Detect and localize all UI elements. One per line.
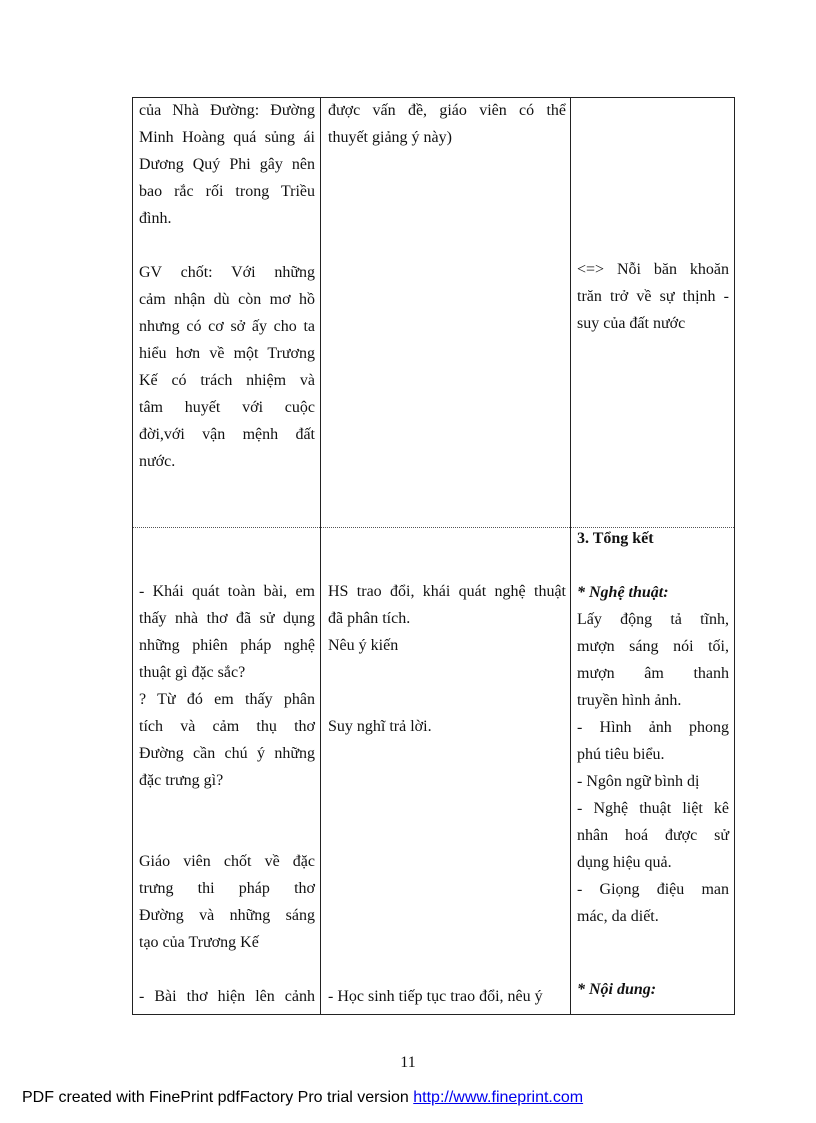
row1-col1-top-text <box>139 97 315 232</box>
text-line: Kế có trách nhiệm và <box>139 372 315 389</box>
row1-teacher-cell <box>139 97 315 475</box>
text-line: nước. <box>139 453 176 470</box>
text-line: HS trao đổi, khái quát nghệ thuật <box>328 583 566 600</box>
text-line: - Bài thơ hiện lên cảnh <box>139 988 315 1005</box>
text-line: tích và cảm thụ thơ <box>139 718 315 735</box>
text-line: truyền hình ảnh. <box>577 692 682 709</box>
text-line: nhân hoá được sử <box>577 827 729 844</box>
text-line: - Giọng điệu man <box>577 881 729 898</box>
footer-text: PDF created with FinePrint pdfFactory Pro trial version <box>22 1089 414 1106</box>
text-line: trăn trở về sự thịnh - <box>577 288 729 305</box>
text-line: được vấn đề, giáo viên có thể <box>328 102 566 119</box>
text-line: Giáo viên chốt về đặc <box>139 853 315 870</box>
text-line: thấy nhà thơ đã sử dụng <box>139 610 315 627</box>
row2-content-cell <box>577 525 729 1003</box>
text-line: - Học sinh tiếp tục trao đổi, nêu ý <box>328 988 543 1005</box>
section-heading: 3. Tổng kết <box>577 530 654 547</box>
content-heading: * Nội dung: <box>577 981 657 998</box>
text-line: Suy nghĩ trả lời. <box>328 718 432 735</box>
row1-student-cell <box>328 97 566 151</box>
text-line: đã phân tích. <box>328 610 411 627</box>
lesson-table <box>132 97 735 1015</box>
text-line: Nêu ý kiến <box>328 637 399 654</box>
text-line: Đường và những sáng <box>139 907 315 924</box>
text-line: - Khái quát toàn bài, em <box>139 583 315 600</box>
text-line: dụng hiệu quả. <box>577 854 672 871</box>
footer-link[interactable]: http://www.fineprint.com <box>413 1089 584 1106</box>
column-divider <box>320 98 321 1014</box>
text-line: của Nhà Đường: Đường <box>139 102 315 119</box>
text-line: - Hình ảnh phong <box>577 719 729 736</box>
page-number: 11 <box>400 1054 416 1071</box>
text-line: <=> Nỗi băn khoăn <box>577 261 729 278</box>
text-line: Đường cần chú ý những <box>139 745 315 762</box>
row1-content-cell <box>577 256 729 337</box>
art-heading: * Nghệ thuật: <box>577 584 669 601</box>
text-line: đặc trưng gì? <box>139 772 224 789</box>
row2-col1-conclusion <box>139 848 315 956</box>
text-line: - Ngôn ngữ bình dị <box>577 773 700 790</box>
text-line: suy của đất nước <box>577 315 686 332</box>
text-line: đình. <box>139 210 172 227</box>
text-line: - Nghệ thuật liệt kê <box>577 800 729 817</box>
text-line: trưng thi pháp thơ <box>139 880 315 897</box>
text-line: Dương Quý Phi gây nên <box>139 156 315 173</box>
text-line: thuyết giảng ý này) <box>328 129 452 146</box>
text-line: nhưng có cơ sở ấy cho ta <box>139 318 315 335</box>
text-line: bao rắc rối trong Triều <box>139 183 315 200</box>
text-line: tạo của Trương Kế <box>139 934 259 951</box>
column-divider <box>570 98 571 1014</box>
row2-student-cell <box>328 578 566 1005</box>
text-line: thuật gì đặc sắc? <box>139 664 246 681</box>
text-line: tâm huyết với cuộc <box>139 399 315 416</box>
text-line: cảm nhận dù còn mơ hồ <box>139 291 315 308</box>
row2-col1-questions <box>139 578 315 794</box>
text-line: Lấy động tả tĩnh, <box>577 611 729 628</box>
row1-col1-bottom-text <box>139 259 315 475</box>
text-line: GV chốt: Với những <box>139 264 315 281</box>
row2-teacher-cell <box>139 578 315 1010</box>
text-line: đời,với vận mệnh đất <box>139 426 315 443</box>
text-line: phú tiêu biểu. <box>577 746 665 763</box>
text-line: những phiên pháp nghệ <box>139 637 315 654</box>
text-line: hiểu hơn về một Trương <box>139 345 315 362</box>
text-line: mác, da diết. <box>577 908 659 925</box>
pdf-footer <box>22 1089 583 1107</box>
text-line: ? Từ đó em thấy phân <box>139 691 315 708</box>
text-line: Minh Hoàng quá sủng ái <box>139 129 315 146</box>
text-line: mượn sáng nói tối, <box>577 638 729 655</box>
text-line: mượn âm thanh <box>577 665 729 682</box>
